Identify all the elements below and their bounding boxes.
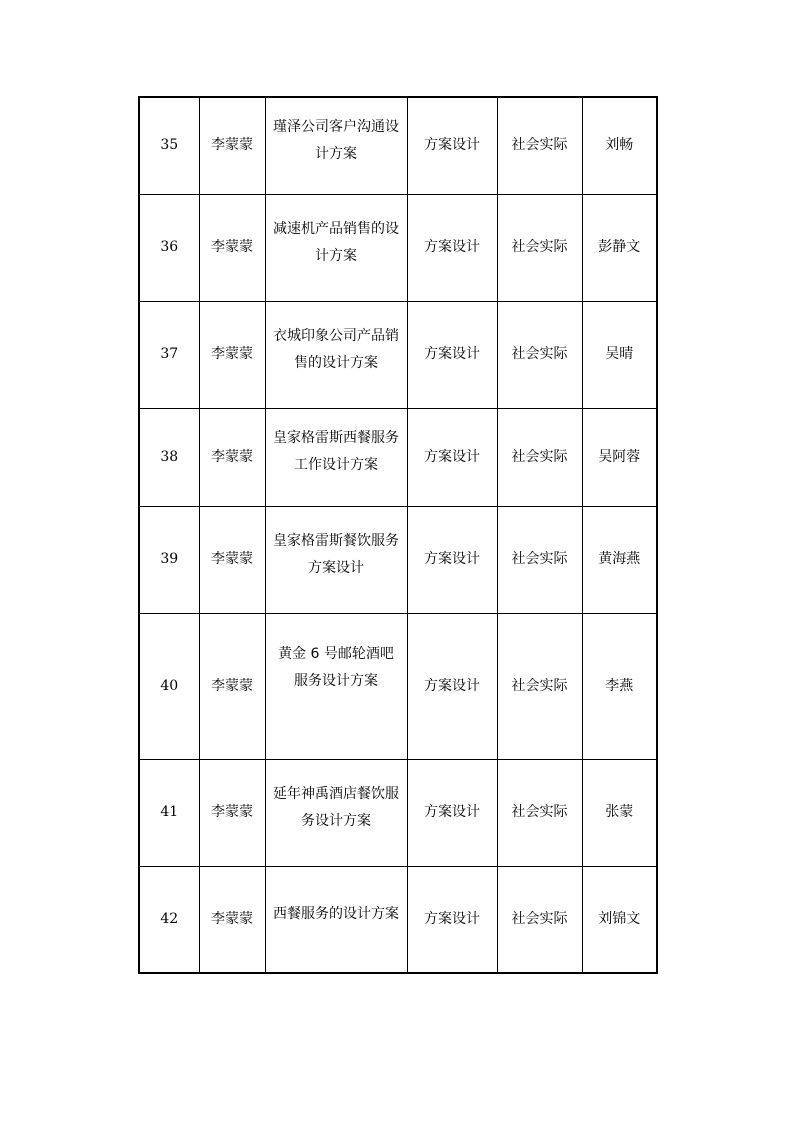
topic-title: 西餐服务的设计方案 (273, 905, 399, 922)
advisor-name: 李蒙蒙 (199, 866, 265, 973)
student-name: 李燕 (582, 613, 657, 759)
topic-type: 方案设计 (407, 194, 497, 301)
table-row (139, 97, 657, 194)
student-name: 吴阿蓉 (582, 408, 657, 506)
topic-source: 社会实际 (497, 194, 582, 301)
topic-source: 社会实际 (497, 759, 582, 866)
table-row (139, 759, 657, 866)
topic-title: 延年神禹酒店餐饮服务设计方案 (273, 785, 399, 829)
advisor-name: 李蒙蒙 (199, 759, 265, 866)
advisor-name: 李蒙蒙 (199, 97, 265, 194)
topic-title-cell (265, 759, 407, 866)
table-row (139, 194, 657, 301)
topic-title-cell (265, 866, 407, 973)
topic-title-cell (265, 194, 407, 301)
row-number: 39 (139, 506, 199, 613)
table-row (139, 408, 657, 506)
topic-type: 方案设计 (407, 97, 497, 194)
advisor-name: 李蒙蒙 (199, 506, 265, 613)
topic-source: 社会实际 (497, 408, 582, 506)
student-name: 张蒙 (582, 759, 657, 866)
advisor-name: 李蒙蒙 (199, 194, 265, 301)
topic-type: 方案设计 (407, 866, 497, 973)
student-name: 刘锦文 (582, 866, 657, 973)
topic-title: 瑾泽公司客户沟通设计方案 (273, 118, 399, 162)
student-name: 彭静文 (582, 194, 657, 301)
topic-title-cell (265, 408, 407, 506)
advisor-name: 李蒙蒙 (199, 408, 265, 506)
row-number: 35 (139, 97, 199, 194)
topic-source: 社会实际 (497, 866, 582, 973)
topics-table (138, 96, 658, 974)
topic-source: 社会实际 (497, 97, 582, 194)
topic-source: 社会实际 (497, 301, 582, 408)
table-row (139, 506, 657, 613)
table-row (139, 301, 657, 408)
topic-source: 社会实际 (497, 506, 582, 613)
advisor-name: 李蒙蒙 (199, 613, 265, 759)
row-number: 37 (139, 301, 199, 408)
row-number: 40 (139, 613, 199, 759)
topic-title: 黄金 6 号邮轮酒吧服务设计方案 (278, 646, 394, 689)
topic-title-cell (265, 506, 407, 613)
topic-title: 皇家格雷斯西餐服务工作设计方案 (273, 430, 399, 473)
topic-type: 方案设计 (407, 613, 497, 759)
topic-type: 方案设计 (407, 301, 497, 408)
row-number: 38 (139, 408, 199, 506)
topic-title-cell (265, 613, 407, 759)
topic-title: 衣城印象公司产品销售的设计方案 (273, 327, 399, 371)
topic-title: 减速机产品销售的设计方案 (273, 220, 399, 264)
row-number: 41 (139, 759, 199, 866)
topic-title-cell (265, 301, 407, 408)
row-number: 36 (139, 194, 199, 301)
student-name: 吴晴 (582, 301, 657, 408)
topic-type: 方案设计 (407, 506, 497, 613)
student-name: 黄海燕 (582, 506, 657, 613)
topic-source: 社会实际 (497, 613, 582, 759)
topic-type: 方案设计 (407, 759, 497, 866)
table-row (139, 866, 657, 973)
row-number: 42 (139, 866, 199, 973)
topic-type: 方案设计 (407, 408, 497, 506)
advisor-name: 李蒙蒙 (199, 301, 265, 408)
topic-title: 皇家格雷斯餐饮服务方案设计 (273, 532, 399, 576)
topic-title-cell (265, 97, 407, 194)
student-name: 刘畅 (582, 97, 657, 194)
table-row (139, 613, 657, 759)
